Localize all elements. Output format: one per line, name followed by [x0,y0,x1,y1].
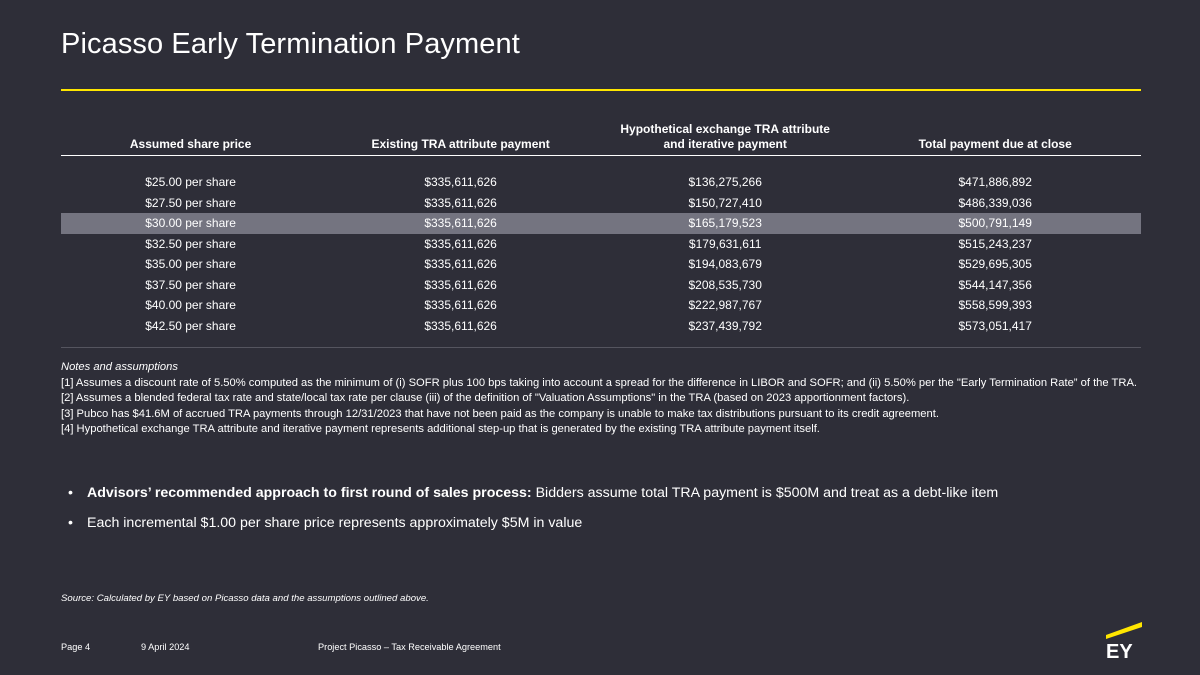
cell-hypothetical-tra: $136,275,266 [688,175,762,190]
page-title: Picasso Early Termination Payment [61,28,520,60]
col-header-line1: Hypothetical exchange TRA attribute [620,122,830,136]
table-row [61,193,1141,214]
table-bottom-divider [61,347,1141,348]
cell-existing-tra: $335,611,626 [424,318,497,333]
cell-existing-tra: $335,611,626 [424,175,497,190]
bullet-bold-lead: Advisors’ recommended approach to first round of sales process: [87,485,532,501]
ey-logo-accent [1106,622,1142,639]
cell-existing-tra: $335,611,626 [424,277,497,292]
cell-existing-tra: $335,611,626 [424,257,497,272]
cell-hypothetical-tra: $222,987,767 [688,298,762,313]
termination-payment-table [61,122,1141,336]
bullet-dot-icon: • [68,515,73,531]
col-header-hypothetical-tra [601,122,849,156]
cell-existing-tra: $335,611,626 [320,213,601,234]
col-header-total-payment [849,122,1141,156]
bullet-item [68,483,1128,503]
cell-share-price: $37.50 per share [145,277,236,292]
cell-total-payment: $471,886,892 [958,175,1032,190]
col-header-line2: and iterative payment [663,137,787,151]
title-divider [61,89,1141,91]
footer-date: 9 April 2024 [141,642,190,652]
cell-hypothetical-tra: $237,439,792 [688,318,762,333]
table-row [61,275,1141,296]
footer-project-title: Project Picasso – Tax Receivable Agreement [318,642,501,652]
cell-total-payment: $486,339,036 [958,195,1032,210]
cell-hypothetical-tra: $194,083,679 [688,257,762,272]
cell-existing-tra: $335,611,626 [424,195,497,210]
cell-hypothetical-tra: $179,631,611 [688,236,762,251]
col-header-line2: Assumed share price [129,137,252,151]
ey-logo-text: EY [1106,641,1133,662]
col-header-line2: Existing TRA attribute payment [371,137,550,151]
bullet-text: Each incremental $1.00 per share price represents approximately $5M in value [87,515,583,531]
note-item: [2] Assumes a blended federal tax rate and state/local tax rate per clause (iii) of the definition of "Valuation Assumptions" in the TRA (based on 2023 apportionment factors). [61,392,910,404]
bullet-text: Bidders assume total TRA payment is $500M and treat as a debt-like item [531,485,999,501]
notes-section [61,360,1141,438]
note-item: [4] Hypothetical exchange TRA attribute and iterative payment represents additional step-up that is generated by the existing TRA attribute payment itself. [61,423,820,435]
cell-share-price: $27.50 per share [145,195,236,210]
cell-existing-tra: $335,611,626 [424,236,497,251]
cell-total-payment: $529,695,305 [958,257,1032,272]
cell-total-payment: $500,791,149 [849,213,1141,234]
cell-total-payment: $573,051,417 [958,318,1032,333]
table-header-row [61,122,1141,156]
key-points-list [68,483,1128,543]
bullet-dot-icon: • [68,485,73,501]
table-row [61,172,1141,193]
table-row [61,254,1141,275]
cell-share-price: $32.50 per share [145,236,236,251]
cell-hypothetical-tra: $208,535,730 [688,277,762,292]
table-row-highlighted [61,213,1141,234]
cell-total-payment: $515,243,237 [958,236,1032,251]
cell-share-price: $30.00 per share [61,213,320,234]
note-item: [3] Pubco has $41.6M of accrued TRA payments through 12/31/2023 that have not been paid as the company is unable to make tax distributions pursuant to its credit agreement. [61,407,939,420]
cell-share-price: $40.00 per share [145,298,236,313]
cell-hypothetical-tra: $150,727,410 [688,195,762,210]
cell-share-price: $42.50 per share [145,318,236,333]
col-header-line2: Total payment due at close [918,137,1072,151]
col-header-share-price [61,122,320,156]
col-header-existing-tra [320,122,601,156]
table-row [61,295,1141,316]
cell-total-payment: $544,147,356 [958,277,1032,292]
cell-existing-tra: $335,611,626 [424,298,497,313]
cell-hypothetical-tra: $165,179,523 [601,213,849,234]
table-row [61,316,1141,337]
notes-heading: Notes and assumptions [61,361,178,373]
table-spacer [61,156,1141,173]
source-note: Source: Calculated by EY based on Picasso data and the assumptions outlined above. [61,593,429,604]
note-item: [1] Assumes a discount rate of 5.50% computed as the minimum of (i) SOFR plus 100 bps taking into account a spread for the difference in LIBOR and SOFR; and (ii) 5.50% per the "Early Termination Rate” of the TRA. [61,376,1138,389]
cell-total-payment: $558,599,393 [958,298,1032,313]
bullet-item [68,513,1128,533]
cell-share-price: $25.00 per share [145,175,236,190]
table-row [61,234,1141,255]
ey-logo-icon [1106,622,1142,662]
footer-page-number: Page 4 [61,642,91,652]
cell-share-price: $35.00 per share [145,257,236,272]
